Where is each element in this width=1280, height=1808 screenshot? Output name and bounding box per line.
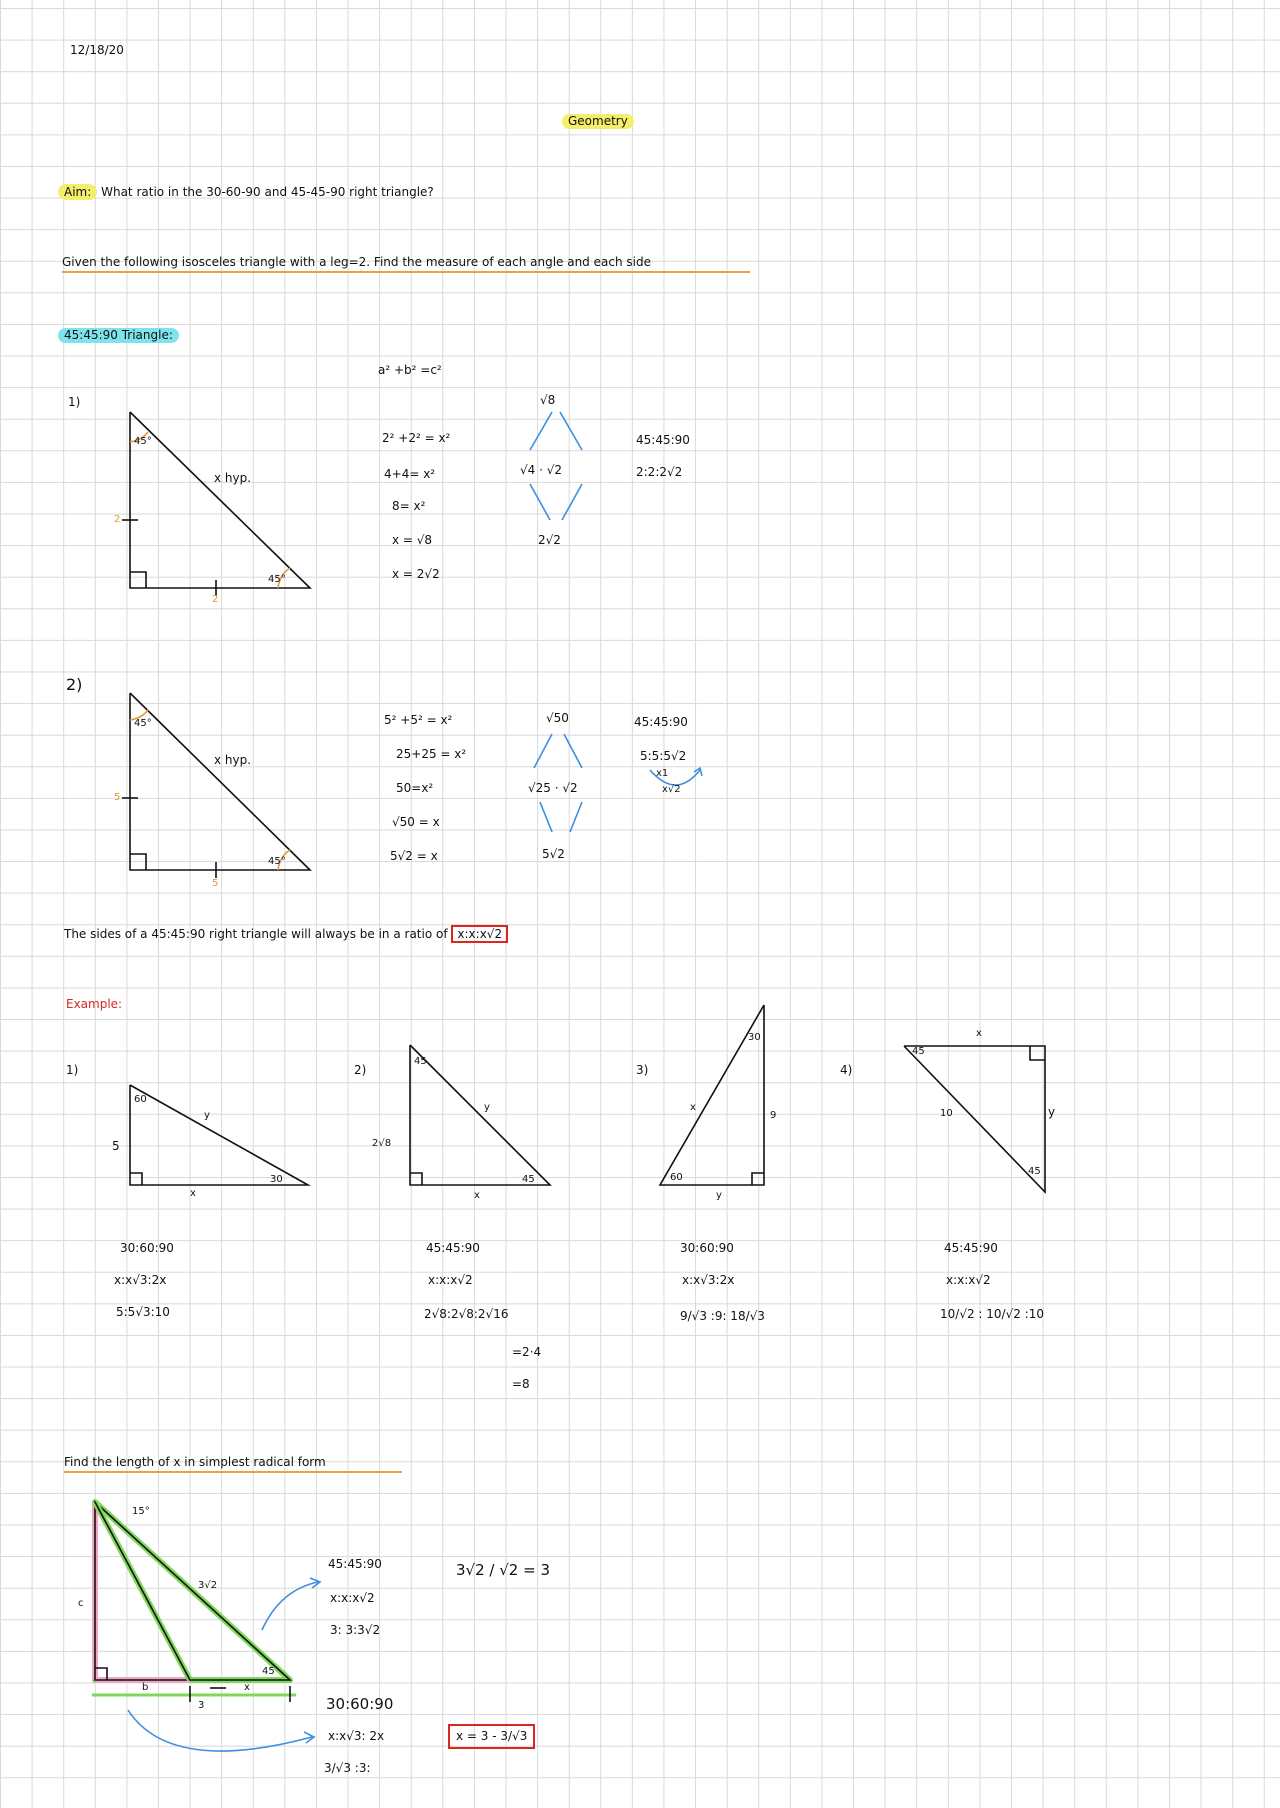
given-statement: Given the following isosceles triangle with a leg=2. Find the measure of each angle and each side <box>62 256 750 273</box>
find-angle-small: 45 <box>262 1666 275 1677</box>
find-side-x: x <box>244 1682 250 1693</box>
find-ratio1-val: 3: 3:3√2 <box>330 1623 381 1637</box>
example-4-number: 4) <box>840 1063 853 1077</box>
p1-angle-top: 45° <box>134 436 152 447</box>
example-3-leg-h: y <box>716 1190 722 1201</box>
pythag-formula: a² +b² =c² <box>378 363 442 377</box>
p1-hyp-label: x hyp. <box>214 471 252 485</box>
find-ratio2: x:x√3: 2x <box>328 1729 385 1743</box>
conclusion <box>64 928 508 941</box>
p1-tree-top: √8 <box>540 393 556 407</box>
p1-leg-h: 2 <box>212 594 219 605</box>
p2-step-5: 5√2 = x <box>390 849 438 863</box>
p1-step-4: x = √8 <box>392 533 433 547</box>
example-2-result: 2√8:2√8:2√16 <box>424 1307 509 1321</box>
example-4-head: 45:45:90 <box>944 1241 998 1255</box>
p1-step-3: 8= x² <box>392 499 426 513</box>
p2-ratio-val: 5:5:5√2 <box>640 749 687 763</box>
example-3-hyp: x <box>690 1102 696 1113</box>
p1-step-5: x = 2√2 <box>392 567 440 581</box>
example-1-hyp: y <box>204 1110 210 1121</box>
p2-step-4: √50 = x <box>392 815 440 829</box>
find-ratio1: x:x:x√2 <box>330 1591 375 1605</box>
example-3-number: 3) <box>636 1063 649 1077</box>
p1-ratio-val: 2:2:2√2 <box>636 465 683 479</box>
find-side-b: b <box>142 1682 149 1693</box>
p2-step-2: 25+25 = x² <box>396 747 467 761</box>
find-side-c: c <box>78 1598 84 1609</box>
problem-2-number: 2) <box>66 675 83 694</box>
example-4-leg-v: y <box>1048 1105 1056 1119</box>
p2-step-3: 50=x² <box>396 781 434 795</box>
example-1-result: 5:5√3:10 <box>116 1305 170 1319</box>
example-2-head: 45:45:90 <box>426 1241 480 1255</box>
p2-tree-mid: √25 · √2 <box>528 781 578 795</box>
p2-tree-top: √50 <box>546 711 569 725</box>
p1-step-1: 2² +2² = x² <box>382 431 451 445</box>
example-4-angle-a: 45 <box>912 1046 925 1057</box>
p1-leg-v: 2 <box>114 514 121 525</box>
example-1-angle-a: 60 <box>134 1094 147 1105</box>
example-1-head: 30:60:90 <box>120 1241 174 1255</box>
find-prompt: Find the length of x in simplest radical form <box>64 1456 402 1473</box>
aim-label: Aim: <box>58 184 97 200</box>
p2-step-1: 5² +5² = x² <box>384 713 453 727</box>
example-4-hyp: 10 <box>940 1108 953 1119</box>
example-2-hyp: y <box>484 1102 490 1113</box>
p2-angle-top: 45° <box>134 718 152 729</box>
example-1-angle-b: 30 <box>270 1174 283 1185</box>
p2-leg-h: 5 <box>212 878 219 889</box>
p1-step-2: 4+4= x² <box>384 467 436 481</box>
example-triangle-2 <box>410 1045 550 1185</box>
p2-hyp-label: x hyp. <box>214 753 252 767</box>
date: 12/18/20 <box>70 43 124 57</box>
p1-ratio-head: 45:45:90 <box>636 433 690 447</box>
find-side-3: 3 <box>198 1700 205 1711</box>
find-ratio2-val: 3/√3 :3: <box>324 1761 371 1775</box>
example-2-angle-a: 45 <box>414 1056 427 1067</box>
find-ratio1-head: 45:45:90 <box>328 1557 382 1571</box>
final-answer-box: x = 3 - 3/√3 <box>448 1724 535 1749</box>
p1-tree-bottom: 2√2 <box>538 533 561 547</box>
section-title: 45:45:90 Triangle: <box>58 328 179 343</box>
example-2-angle-b: 45 <box>522 1174 535 1185</box>
example-4-angle-b: 45 <box>1028 1166 1041 1177</box>
example-4-result: 10/√2 : 10/√2 :10 <box>940 1307 1044 1321</box>
find-ratio2-head: 30:60:90 <box>326 1695 394 1713</box>
subject-title: Geometry <box>562 114 634 129</box>
example-4-leg-h: x <box>976 1028 982 1039</box>
example-2-extra-1: =2·4 <box>512 1345 542 1359</box>
example-1-leg-v: 5 <box>112 1139 120 1153</box>
example-3-leg-v: 9 <box>770 1110 777 1121</box>
p2-tree-bottom: 5√2 <box>542 847 565 861</box>
example-label: Example: <box>66 997 123 1011</box>
example-3-result: 9/√3 :9: 18/√3 <box>680 1309 765 1323</box>
p2-angle-bottom: 45° <box>268 856 286 867</box>
example-triangle-1 <box>130 1085 308 1185</box>
find-calc: 3√2 / √2 = 3 <box>456 1561 550 1579</box>
example-3-head: 30:60:90 <box>680 1241 734 1255</box>
example-3-ratio: x:x√3:2x <box>682 1273 735 1287</box>
example-3-angle-a: 30 <box>748 1032 761 1043</box>
find-hyp-small: 3√2 <box>198 1580 218 1591</box>
p2-mult-2: x√2 <box>662 784 681 795</box>
p2-leg-v: 5 <box>114 792 121 803</box>
find-angle: 15° <box>132 1506 150 1517</box>
p2-ratio-head: 45:45:90 <box>634 715 688 729</box>
example-3-angle-b: 60 <box>670 1172 683 1183</box>
example-2-number: 2) <box>354 1063 367 1077</box>
example-1-number: 1) <box>66 1063 79 1077</box>
aim-text: What ratio in the 30-60-90 and 45-45-90 right triangle? <box>101 185 434 199</box>
p1-tree-mid: √4 · √2 <box>520 463 563 477</box>
example-4-ratio: x:x:x√2 <box>946 1273 991 1287</box>
conclusion-text: The sides of a 45:45:90 right triangle will always be in a ratio of <box>64 927 448 941</box>
example-1-ratio: x:x√3:2x <box>114 1273 167 1287</box>
problem-1-number: 1) <box>68 395 81 409</box>
example-2-extra-2: =8 <box>512 1377 530 1391</box>
example-1-leg-h: x <box>190 1188 196 1199</box>
example-2-leg-v: 2√8 <box>372 1138 392 1149</box>
example-2-ratio: x:x:x√2 <box>428 1273 473 1287</box>
example-triangle-4 <box>904 1046 1045 1192</box>
find-x-figure <box>92 1502 320 1751</box>
p2-mult-1: x1 <box>656 768 669 779</box>
example-2-leg-h: x <box>474 1190 480 1201</box>
p1-angle-bottom: 45° <box>268 574 286 585</box>
conclusion-ratio-box: x:x:x√2 <box>451 925 508 943</box>
